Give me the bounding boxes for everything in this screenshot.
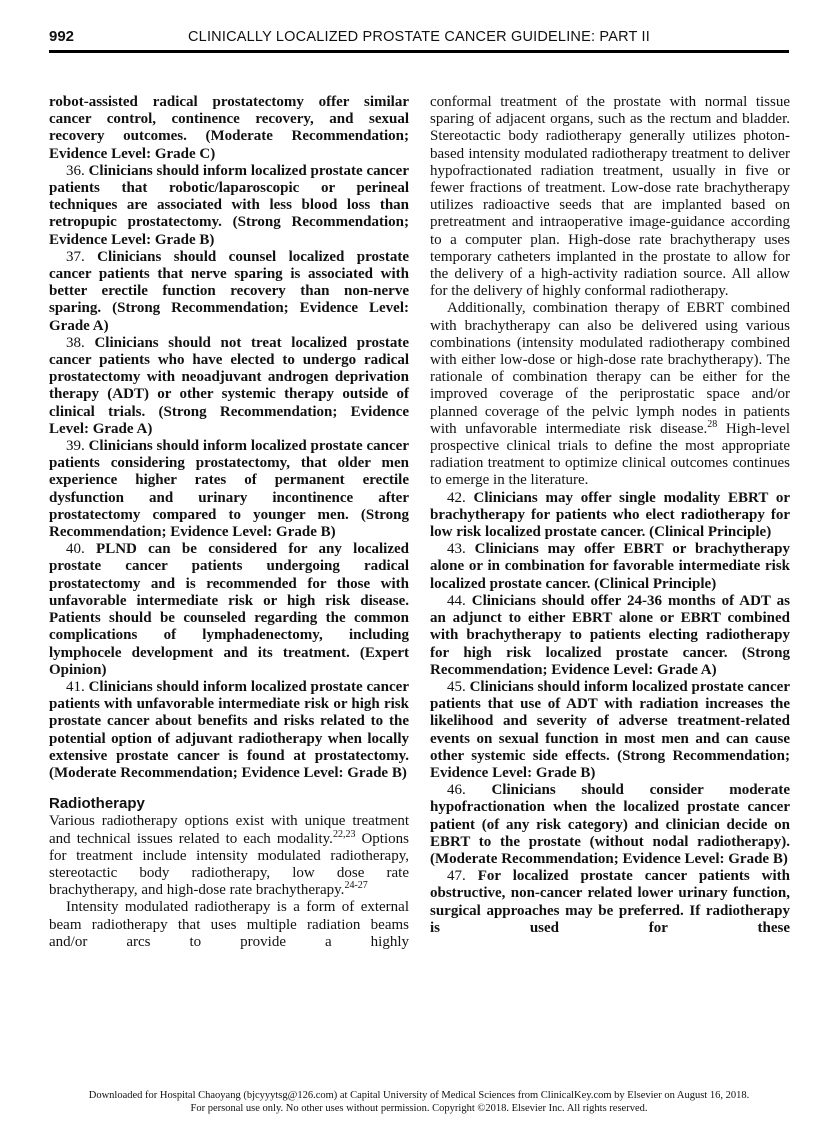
text-segment: 43. bbox=[447, 541, 475, 558]
text-segment: PLND can be considered for any localized prostate cancer patients undergoing radical prostatectomy and is recommended for those with unfavorable intermediate risk or high risk disease. Patients should be counseled regarding the common complications of lymphadenectomy, including lymphocele development and its treatment. (Expert Opinion) bbox=[49, 541, 409, 678]
page-footer bbox=[0, 1089, 838, 1115]
text-segment: Radiotherapy bbox=[49, 795, 145, 813]
right-column bbox=[430, 94, 790, 937]
text-segment: robot-assisted radical prostatectomy offer similar cancer control, continence recovery, and sexual recovery outcomes. (Moderate Recommendation; Evidence Level: Grade C) bbox=[49, 94, 409, 162]
text-segment: 38. bbox=[66, 334, 95, 351]
text-segment: 39. bbox=[66, 438, 89, 455]
text-segment: Clinicians should consider moderate hypofractionation when the localized prostate cancer patient (of any risk category) and clinician decide on EBRT to the prostate (without nodal radiotherapy). (Moderate Recommendation; Evidence Level: Grade B) bbox=[430, 782, 791, 867]
text-segment: 42. bbox=[447, 489, 474, 506]
recommendation-43 bbox=[430, 541, 790, 593]
imrt-paragraph bbox=[49, 899, 409, 951]
footer-line-2: For personal use only. No other uses without permission. Copyright ©2018. Elsevier Inc. All rights reserved. bbox=[190, 1103, 648, 1114]
text-segment: Options for treatment include intensity modulated radiotherapy, stereotactic body radiotherapy, low dose rate brachytherapy, and high-dose rate brachytherapy. bbox=[49, 830, 409, 899]
recommendation-36 bbox=[49, 163, 409, 249]
reference-superscript: 28 bbox=[707, 418, 718, 430]
text-segment: Additionally, combination therapy of EBRT combined with brachytherapy can also be delivered using various combinations (intensity modulated radiotherapy combined with either low-dose or high-dose rate brachytherapy). The rationale of combination therapy can be either for the improved coverage of the periprostatic space and/or planned coverage of the pelvic lymph nodes in patients with unfavorable intermediate risk disease. bbox=[430, 300, 790, 437]
text-segment: 41. bbox=[66, 678, 89, 695]
text-segment: conformal treatment of the prostate with normal tissue sparing of adjacent organs, such as the rectum and bladder. Stereotactic body radiotherapy generally utilizes photon-based intensity modulated radiotherapy treatment to deliver hypofractionated radiation treatment, usually in five or fewer fractions of treatment. Low-dose rate brachytherapy utilizes radioactive seeds that are implanted based on pretreatment and intraoperative image-guidance according to a computer plan. High-dose rate brachytherapy uses temporary catheters implanted in the prostate to allow for the delivery of a high-activity radiation source. All allow for the delivery of highly conformal radiotherapy. bbox=[430, 94, 790, 300]
section-heading-radiotherapy bbox=[49, 795, 409, 812]
text-segment: 44. bbox=[447, 592, 472, 609]
text-segment: For localized prostate cancer patients with obstructive, non-cancer related lower urinary function, surgical approaches may be preferred. If radiotherapy is used for these bbox=[430, 868, 790, 936]
text-segment: Clinicians should offer 24-36 months of ADT as an adjunct to either EBRT alone or EBRT combined with brachytherapy to patients electing radiotherapy for high risk localized prostate cancer. (Strong Recommendation; Evidence Level: Grade A) bbox=[430, 592, 790, 678]
imrt-paragraph-continued bbox=[430, 94, 790, 300]
header-rule bbox=[49, 50, 789, 53]
text-segment: Intensity modulated radiotherapy is a form of external beam radiotherapy that uses multiple radiation beams and/or arcs to provide a highly bbox=[49, 899, 409, 950]
text-segment: Clinicians should inform localized prostate cancer patients considering prostatectomy, that older men experience higher rates of permanent erectile dysfunction and urinary incontinence after prostatectomy compared to younger men. (Strong Recommendation; Evidence Level: Grade B) bbox=[49, 438, 409, 541]
text-segment: Clinicians should not treat localized prostate cancer patients who have elected to undergo radical prostatectomy with neoadjuvant androgen deprivation therapy (ADT) or other systemic therapy outside of clinical trials. (Strong Recommendation; Evidence Level: Grade A) bbox=[49, 334, 409, 437]
text-segment: High-level prospective clinical trials to define the most appropriate radiation treatment to optimize clinical outcomes continues to emerge in the literature. bbox=[430, 420, 790, 489]
text-segment: 45. bbox=[447, 678, 470, 695]
combination-therapy-paragraph bbox=[430, 300, 790, 489]
recommendation-40 bbox=[49, 541, 409, 679]
recommendation-35-continued bbox=[49, 94, 409, 163]
radiotherapy-intro-paragraph bbox=[49, 813, 409, 899]
text-segment: Clinicians may offer single modality EBRT or brachytherapy for patients who elect radiotherapy for low risk localized prostate cancer. (Clinical Principle) bbox=[430, 489, 791, 541]
recommendation-46 bbox=[430, 782, 790, 868]
recommendation-37 bbox=[49, 249, 409, 335]
recommendation-38 bbox=[49, 335, 409, 438]
reference-superscript: 24-27 bbox=[344, 880, 368, 892]
recommendation-41 bbox=[49, 679, 409, 782]
recommendation-42 bbox=[430, 490, 790, 542]
text-segment: 40. bbox=[66, 541, 97, 558]
page-number: 992 bbox=[49, 28, 75, 45]
text-segment: 36. bbox=[66, 162, 89, 179]
text-segment: Various radiotherapy options exist with unique treatment and technical issues related to each modality. bbox=[49, 813, 409, 847]
page-body bbox=[49, 94, 790, 951]
left-column bbox=[49, 94, 409, 951]
recommendation-45 bbox=[430, 679, 790, 782]
text-segment: Clinicians should inform localized prostate cancer patients that use of ADT with radiation increases the likelihood and severity of adverse treatment-related events on sexual function in most men and can cause other systemic side effects. (Strong Recommendation; Evidence Level: Grade B) bbox=[430, 678, 790, 781]
recommendation-44 bbox=[430, 593, 790, 679]
text-segment: 47. bbox=[447, 868, 478, 885]
recommendation-39 bbox=[49, 438, 409, 541]
reference-superscript: 22,23 bbox=[332, 828, 356, 840]
text-segment: Clinicians should counsel localized prostate cancer patients that nerve sparing is associated with better erectile function recovery than non-nerve sparing. (Strong Recommendation; Evidence Level: Grade A) bbox=[49, 248, 409, 334]
text-segment: Clinicians should inform localized prostate cancer patients that robotic/laparoscopic or perineal techniques are associated with less blood loss than retropupic prostatectomy. (Strong Recommendation; Evidence Level: Grade B) bbox=[49, 162, 409, 248]
footer-line-1: Downloaded for Hospital Chaoyang (bjcyyytsg@126.com) at Capital University of Medical Sciences from ClinicalKey.com by Elsevier on August 16, 2018. bbox=[88, 1090, 750, 1101]
running-title: CLINICALLY LOCALIZED PROSTATE CANCER GUIDELINE: PART II bbox=[188, 29, 650, 45]
text-segment: Clinicians should inform localized prostate cancer patients with unfavorable intermediate risk or high risk prostate cancer about benefits and risks related to the potential option of adjuvant radiotherapy when locally extensive prostate cancer is found at prostatectomy. (Moderate Recommendation; Evidence Level: Grade B) bbox=[49, 678, 409, 781]
recommendation-47 bbox=[430, 868, 790, 937]
text-segment: 37. bbox=[66, 248, 98, 265]
text-segment: 46. bbox=[447, 782, 492, 799]
text-segment: Clinicians may offer EBRT or brachytherapy alone or in combination for favorable intermediate risk localized prostate cancer. (Clinical Principle) bbox=[430, 541, 790, 592]
